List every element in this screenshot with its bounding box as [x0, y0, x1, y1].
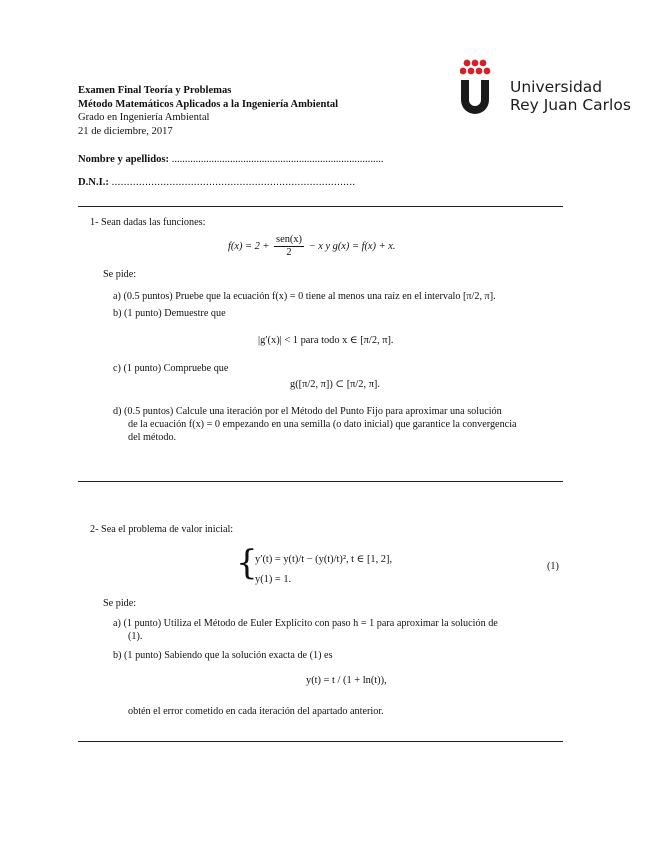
p1-fraction-num: sen(x) — [276, 234, 303, 245]
p1-fraction-den: 2 — [286, 247, 292, 258]
p1-se-pide: Se pide: — [103, 269, 137, 280]
divider-top — [78, 206, 563, 207]
divider-bottom — [78, 741, 563, 742]
exam-header — [78, 84, 338, 138]
urjc-emblem-icon — [460, 58, 504, 118]
p1-b-formula: |g′(x)| < 1 para todo x ∈ [π/2, π]. — [258, 335, 394, 346]
logo-line1: Universidad — [510, 78, 603, 96]
p1-intro: 1- Sean dadas las funciones: — [90, 217, 206, 228]
p2-item-a2: (1). — [128, 631, 143, 642]
dni-label: D.N.I.: — [78, 177, 109, 188]
p2-item-b2: obtén el error cometido en cada iteración del apartado anterior. — [128, 706, 384, 717]
p1-item-b: b) (1 punto) Demuestre que — [113, 308, 226, 319]
p1-item-d2: de la ecuación f(x) = 0 empezando en una semilla (o dato inicial) que garantice la convergencia — [128, 419, 517, 430]
p1-item-d3: del método. — [128, 432, 177, 443]
p2-eq2: y(1) = 1. — [255, 574, 292, 585]
degree: Grado en Ingeniería Ambiental — [78, 112, 210, 123]
p2-b-formula: y(t) = t / (1 + ln(t)), — [306, 675, 387, 686]
p1-item-a: a) (0.5 puntos) Pruebe que la ecuación f(x) = 0 tiene al menos una raíz en el intervalo [π/2, π]. — [113, 291, 496, 302]
university-logo — [460, 58, 630, 118]
p2-item-a1: a) (1 punto) Utiliza el Método de Euler Explícito con paso h = 1 para aproximar la solución de — [113, 618, 498, 629]
p1-fraction — [274, 234, 304, 259]
p2-intro: 2- Sea el problema de valor inicial: — [90, 524, 234, 535]
crown-icon — [460, 60, 490, 75]
p1-formula-b: − x y g(x) = f(x) + x. — [308, 240, 396, 252]
p2-eq1: y′(t) = y(t)/t − (y(t)/t)², t ∈ [1, 2], — [255, 554, 393, 565]
p1-item-c: c) (1 punto) Compruebe que — [113, 363, 229, 374]
p1-c-formula: g([π/2, π]) ⊂ [π/2, π]. — [290, 379, 380, 390]
name-label: Nombre y apellidos: — [78, 154, 170, 165]
p2-item-b: b) (1 punto) Sabiendo que la solución exacta de (1) es — [113, 650, 333, 661]
dni-dots: ................................................................................ — [111, 177, 356, 188]
p1-item-d1: d) (0.5 puntos) Calcule una iteración por el Método del Punto Fijo para aproximar una solución — [113, 406, 502, 417]
exam-title: Examen Final Teoría y Problemas — [78, 85, 232, 96]
logo-text — [510, 78, 631, 114]
divider-middle — [78, 481, 563, 482]
name-field — [78, 154, 384, 165]
p1-formula — [228, 234, 395, 259]
p1-formula-a: f(x) = 2 + — [228, 240, 270, 252]
name-dots: ................................................................................ — [171, 154, 384, 165]
exam-date: 21 de diciembre, 2017 — [78, 125, 173, 137]
course-title: Método Matemáticos Aplicados a la Ingeniería Ambiental — [78, 98, 339, 110]
logo-line2: Rey Juan Carlos — [510, 96, 631, 114]
eq-number: (1) — [547, 561, 559, 572]
system-brace: { — [236, 543, 258, 583]
dni-field — [78, 177, 355, 188]
p2-se-pide: Se pide: — [103, 598, 137, 609]
